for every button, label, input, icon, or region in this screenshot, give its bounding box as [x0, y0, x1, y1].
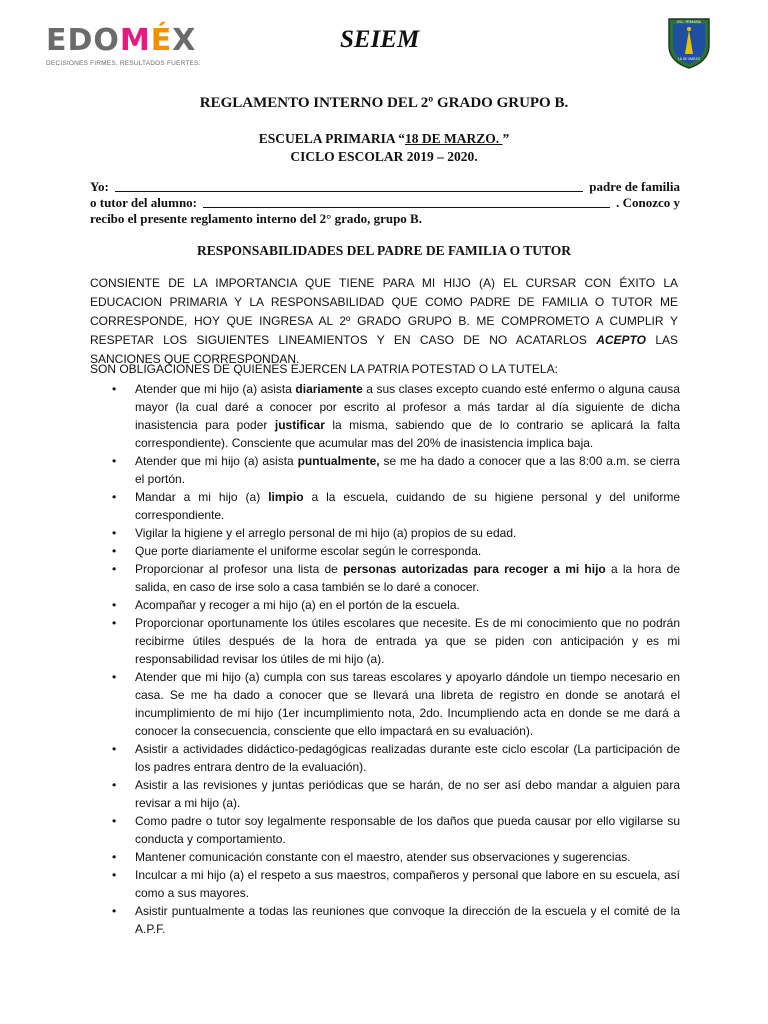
yo-label: Yo:: [90, 179, 109, 194]
list-item-emphasis: puntualmente,: [297, 454, 380, 468]
list-item-text: Proporcionar al profesor una lista de: [135, 562, 344, 576]
list-item-text: a la hora de salida, en caso de irse solo a casa también se lo daré a conocer.: [135, 562, 680, 594]
list-item: [110, 848, 680, 866]
list-item: [110, 488, 680, 524]
padre-label: padre de familia: [589, 179, 680, 194]
parent-name-field[interactable]: [115, 190, 583, 192]
list-item-emphasis: limpio: [268, 490, 304, 504]
school-prefix: ESCUELA PRIMARIA “: [258, 131, 406, 146]
obligations-heading: SON OBLIGACIONES DE QUIENES EJERCEN LA PATRIA POTESTAD O LA TUTELA:: [90, 362, 558, 376]
list-item-text: Mandar a mi hijo (a): [135, 490, 269, 504]
shield-top-text: ESC. PRIMARIA: [677, 20, 701, 24]
list-item: [110, 380, 680, 452]
list-item: [110, 524, 680, 542]
list-item-text: Proporcionar oportunamente los útiles escolares que necesite. Es de mi conocimiento que no podrán recibirme útiles después de la hora de entrada ya que se piden con anticipación y es mi responsabilidad revisar los útiles de mi hijo (a).: [135, 616, 680, 666]
list-item-text: la misma, sabiendo que de lo contrario se aplicará la falta correspondiente). Consciente que acumular mas del 20% de inasistencia implica baja.: [135, 418, 680, 450]
list-item: [110, 596, 680, 614]
list-item-emphasis: personas autorizadas para recoger a mi hijo: [343, 562, 606, 576]
school-suffix: ”: [502, 131, 510, 146]
bullet-icon: •: [112, 382, 117, 396]
bullet-icon: •: [112, 778, 117, 792]
bullet-icon: •: [112, 526, 117, 540]
list-item-text: Atender que mi hijo (a) cumpla con sus tareas escolares y apoyarlo dándole un tiempo necesario en casa. Se me ha dado a conocer que se llevará una libreta de registro en donde se anotará el incumplimiento de mi hijo (1er incumplimiento nota, 2do. Incumpliendo acta en donde se me dará a conocer la consecuencia, consciente que ello impactará en su evaluación).: [135, 670, 680, 738]
section-title: RESPONSABILIDADES DEL PADRE DE FAMILIA O TUTOR: [196, 243, 572, 258]
tutor-label: o tutor del alumno:: [90, 195, 198, 210]
list-item-text: Asistir a las revisiones y juntas periódicas que se harán, de no ser así debo mandar a alguien para revisar a mi hijo (a).: [135, 778, 680, 810]
school-name: 18 DE MARZO.: [405, 131, 503, 146]
list-item-text: Acompañar y recoger a mi hijo (a) en el portón de la escuela.: [135, 598, 460, 612]
list-item-text: Como padre o tutor soy legalmente responsable de los daños que pueda causar por ello vigilarse su conducta y comportamiento.: [135, 814, 680, 846]
list-item-text: a la escuela, cuidando de su higiene personal y del uniforme correspondiente.: [135, 490, 680, 522]
bullet-icon: •: [112, 742, 117, 756]
edomex-logo: [46, 23, 232, 70]
list-item: [110, 902, 680, 938]
parent-name-row: [90, 178, 680, 195]
shield-bottom-text: 18 DE MARZO: [677, 57, 701, 61]
seiem-title: SEIEM: [340, 26, 420, 53]
obligations-list: [110, 380, 680, 938]
list-item-text: Inculcar a mi hijo (a) el respeto a sus maestros, compañeros y personal que labore en su escuela, así como a sus mayores.: [135, 868, 680, 900]
list-item: [110, 614, 680, 668]
list-item-text: Asistir a actividades didáctico-pedagógicas realizadas durante este ciclo escolar (La participación de los padres entrara dentro de la evaluación).: [135, 742, 680, 774]
list-item-text: Atender que mi hijo (a) asista: [135, 454, 298, 468]
list-item-text: a sus clases excepto cuando esté enfermo o alguna causa mayor (la cual daré a conocer por escrito al profesor a más tardar al día siguiente de dicha inasistencia para poder: [135, 382, 680, 432]
student-name-field[interactable]: [203, 206, 610, 208]
list-item-text: Atender que mi hijo (a) asista: [135, 382, 296, 396]
bullet-icon: •: [112, 544, 117, 558]
intro-text-before: CONSIENTE DE LA IMPORTANCIA QUE TIENE PARA MI HIJO (A) EL CURSAR CON ÉXITO LA EDUCACION PRIMARIA Y LA RESPONSABILIDAD QUE COMO PADRE DE FAMILIA O TUTOR ME CORRESPONDE, HOY QUE INGRESA AL 2º GRADO GRUPO B. ME COMPROMETO A CUMPLIR Y RESPETAR LOS SIGUIENTES LINEAMIENTOS Y EN CASO DE NO ACATARLOS: [90, 276, 678, 347]
student-name-row: [90, 194, 680, 211]
list-item-emphasis: diariamente: [295, 382, 363, 396]
bullet-icon: •: [112, 670, 117, 684]
list-item: [110, 776, 680, 812]
list-item: [110, 452, 680, 488]
bullet-icon: •: [112, 598, 117, 612]
list-item-text: Asistir puntualmente a todas las reuniones que convoque la dirección de la escuela y el comité de la A.P.F.: [135, 904, 680, 936]
bullet-icon: •: [112, 850, 117, 864]
list-item: [110, 812, 680, 848]
school-name-line: [0, 131, 768, 147]
bullet-icon: •: [112, 814, 117, 828]
list-item: [110, 668, 680, 740]
intro-text-after: LAS SANCIONES QUE CORRESPONDAN.: [90, 333, 679, 366]
bullet-icon: •: [112, 868, 117, 882]
conozco-label: . Conozco y: [616, 195, 680, 210]
list-item: [110, 542, 680, 560]
list-item: [110, 740, 680, 776]
receipt-line: recibo el presente reglamento interno del 2° grado, grupo B.: [90, 211, 422, 226]
logo-letters-edo: EDO: [46, 23, 120, 58]
list-item: [110, 866, 680, 902]
edomex-tagline: DECISIONES FIRMES, RESULTADOS FUERTES.: [46, 60, 201, 67]
bullet-icon: •: [112, 904, 117, 918]
list-item-text: se me ha dado a conocer que a las 8:00 a.m. se cierra el portón.: [135, 454, 680, 486]
logo-letter-x: X: [172, 23, 197, 58]
intro-paragraph: [90, 274, 678, 369]
list-item: [110, 560, 680, 596]
list-item-text: Mantener comunicación constante con el maestro, atender sus observaciones y sugerencias.: [135, 850, 631, 864]
regulation-title: REGLAMENTO INTERNO DEL 2º GRADO GRUPO B.: [199, 95, 569, 111]
bullet-icon: •: [112, 490, 117, 504]
bullet-icon: •: [112, 454, 117, 468]
school-cycle: CICLO ESCOLAR 2019 – 2020.: [290, 149, 478, 164]
school-shield-icon: [666, 16, 712, 70]
bullet-icon: •: [112, 562, 117, 576]
list-item-text: Que porte diariamente el uniforme escolar según le corresponda.: [135, 544, 482, 558]
edomex-wordmark: [46, 23, 232, 58]
intro-emphasis: ACEPTO: [596, 333, 646, 347]
list-item-text: Vigilar la higiene y el arreglo personal de mi hijo (a) propios de su edad.: [135, 526, 517, 540]
logo-letter-e: É: [150, 23, 173, 58]
bullet-icon: •: [112, 616, 117, 630]
logo-letter-m: M: [119, 23, 151, 58]
list-item-emphasis: justificar: [274, 418, 325, 432]
